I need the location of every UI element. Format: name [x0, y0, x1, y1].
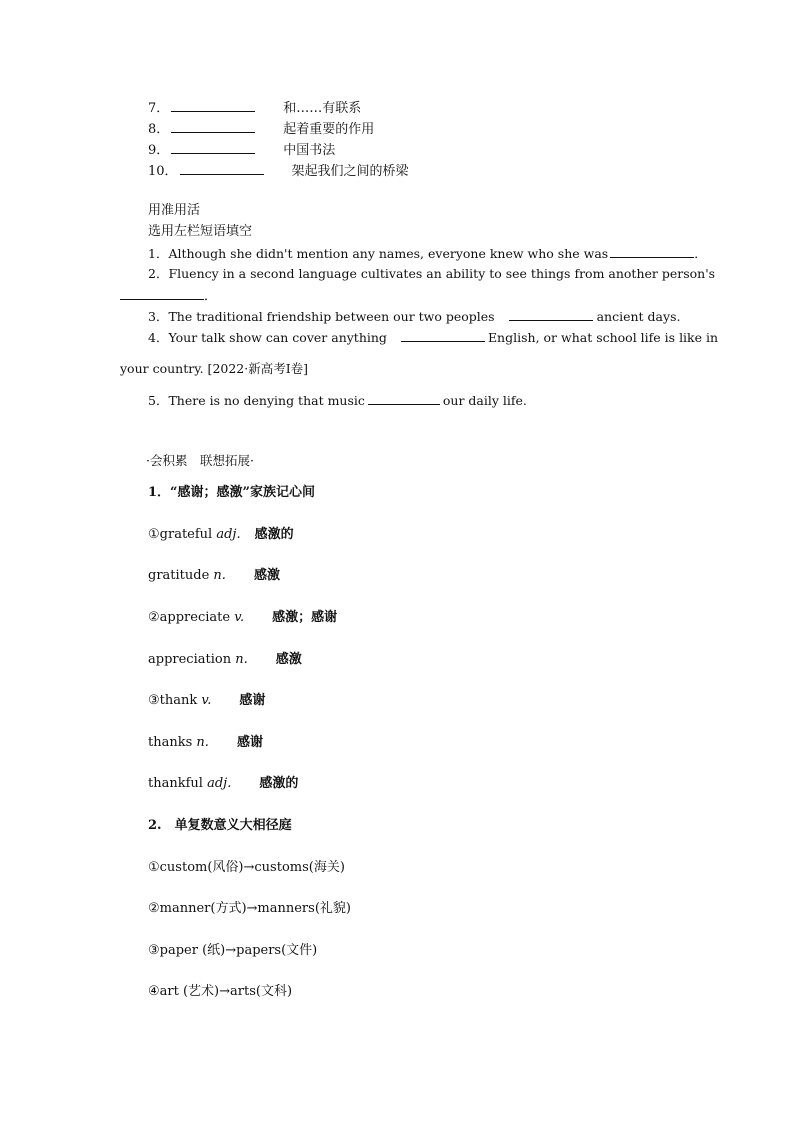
question-4 — [148, 329, 718, 346]
word-entry — [148, 610, 337, 626]
question-number: 5． — [148, 393, 169, 408]
question-text: Although she didn't mention any names, everyone knew who she was — [168, 246, 609, 261]
word-meaning: 感激的 — [254, 527, 294, 542]
word-entry — [148, 776, 298, 792]
vocab-meaning: 架起我们之间的桥梁 — [291, 164, 409, 179]
word-entry — [148, 735, 263, 751]
word-meaning: 感激 — [275, 652, 302, 667]
question-end: ． — [204, 289, 218, 304]
plural-meaning-entry: ④art (艺术)→arts(文科) — [148, 984, 293, 999]
word-meaning: 感谢 — [236, 735, 263, 750]
word-meaning: 感激 — [253, 568, 280, 583]
word: appreciation — [148, 652, 232, 667]
answer-blank[interactable] — [401, 329, 485, 342]
answer-blank[interactable] — [368, 392, 440, 405]
answer-blank[interactable] — [509, 308, 593, 321]
group-2-title: 2. 单复数意义大相径庭 — [148, 818, 292, 833]
word: ②appreciate — [148, 610, 231, 625]
vocab-meaning: 中国书法 — [283, 143, 336, 158]
question-number: 3． — [148, 309, 169, 324]
answer-blank[interactable] — [120, 287, 204, 300]
answer-blank[interactable] — [180, 162, 264, 175]
question-2-continued — [120, 287, 217, 305]
vocab-number: 7． — [148, 101, 170, 116]
vocab-row-9 — [148, 141, 335, 159]
word: thankful — [148, 776, 203, 791]
question-text: Your talk show can cover anything — [168, 330, 387, 345]
word-entry — [148, 693, 265, 709]
question-5 — [148, 392, 527, 409]
vocab-number: 10． — [148, 164, 178, 179]
question-text: The traditional friendship between our two peoples — [168, 309, 495, 324]
part-of-speech: n. — [196, 735, 209, 750]
question-2 — [148, 266, 715, 282]
question-1 — [148, 245, 707, 262]
part-of-speech: adj. — [207, 776, 232, 791]
word-entry — [148, 568, 280, 584]
answer-blank[interactable] — [610, 245, 694, 258]
vocab-meaning: 起着重要的作用 — [283, 122, 375, 137]
part-of-speech: adj. — [216, 527, 241, 542]
plural-meaning-entry: ③paper (纸)→papers(文件) — [148, 943, 318, 958]
question-number: 2． — [148, 266, 169, 281]
part-of-speech: v. — [201, 693, 212, 708]
question-3 — [148, 308, 680, 325]
question-text-after: our daily life. — [442, 393, 527, 408]
question-number: 1． — [148, 246, 169, 261]
question-text: There is no denying that music — [168, 393, 365, 408]
vocab-number: 8． — [148, 122, 170, 137]
word-entry — [148, 527, 294, 543]
vocab-row-7 — [148, 99, 361, 117]
word: gratitude — [148, 568, 210, 583]
question-end: ． — [694, 246, 707, 261]
question-number: 4． — [148, 330, 169, 345]
plural-meaning-entry: ②manner(方式)→manners(礼貌) — [148, 901, 351, 916]
part-of-speech: n. — [235, 652, 248, 667]
word: ③thank — [148, 693, 198, 708]
question-4-continued: your country. [2022·新高考Ⅰ卷] — [120, 361, 309, 376]
section-heading-usage: 用准用活 — [148, 203, 201, 218]
part-of-speech: n. — [213, 568, 226, 583]
word-meaning: 感激的 — [259, 776, 299, 791]
answer-blank[interactable] — [171, 99, 255, 112]
word-meaning: 感激；感谢 — [272, 610, 338, 625]
answer-blank[interactable] — [171, 120, 255, 133]
word: ①grateful — [148, 527, 213, 542]
question-text-after: ancient days. — [596, 309, 681, 324]
question-text: Fluency in a second language cultivates an ability to see things from another person's — [168, 266, 716, 281]
question-text-after: English, or what school life is like in — [487, 330, 719, 345]
usage-instruction: 选用左栏短语填空 — [148, 224, 253, 239]
vocab-meaning: 和……有联系 — [283, 101, 362, 116]
group-1-title: 1．“感谢；感激”家族记心间 — [148, 485, 316, 500]
word: thanks — [148, 735, 193, 750]
word-entry — [148, 652, 302, 668]
vocab-number: 9． — [148, 143, 170, 158]
section-heading-accumulate: ·会积累 联想拓展· — [146, 453, 254, 468]
plural-meaning-entry: ①custom(风俗)→customs(海关) — [148, 860, 345, 875]
vocab-row-8 — [148, 120, 374, 138]
vocab-row-10 — [148, 162, 409, 180]
part-of-speech: v. — [234, 610, 245, 625]
answer-blank[interactable] — [171, 141, 255, 154]
word-meaning: 感谢 — [239, 693, 266, 708]
